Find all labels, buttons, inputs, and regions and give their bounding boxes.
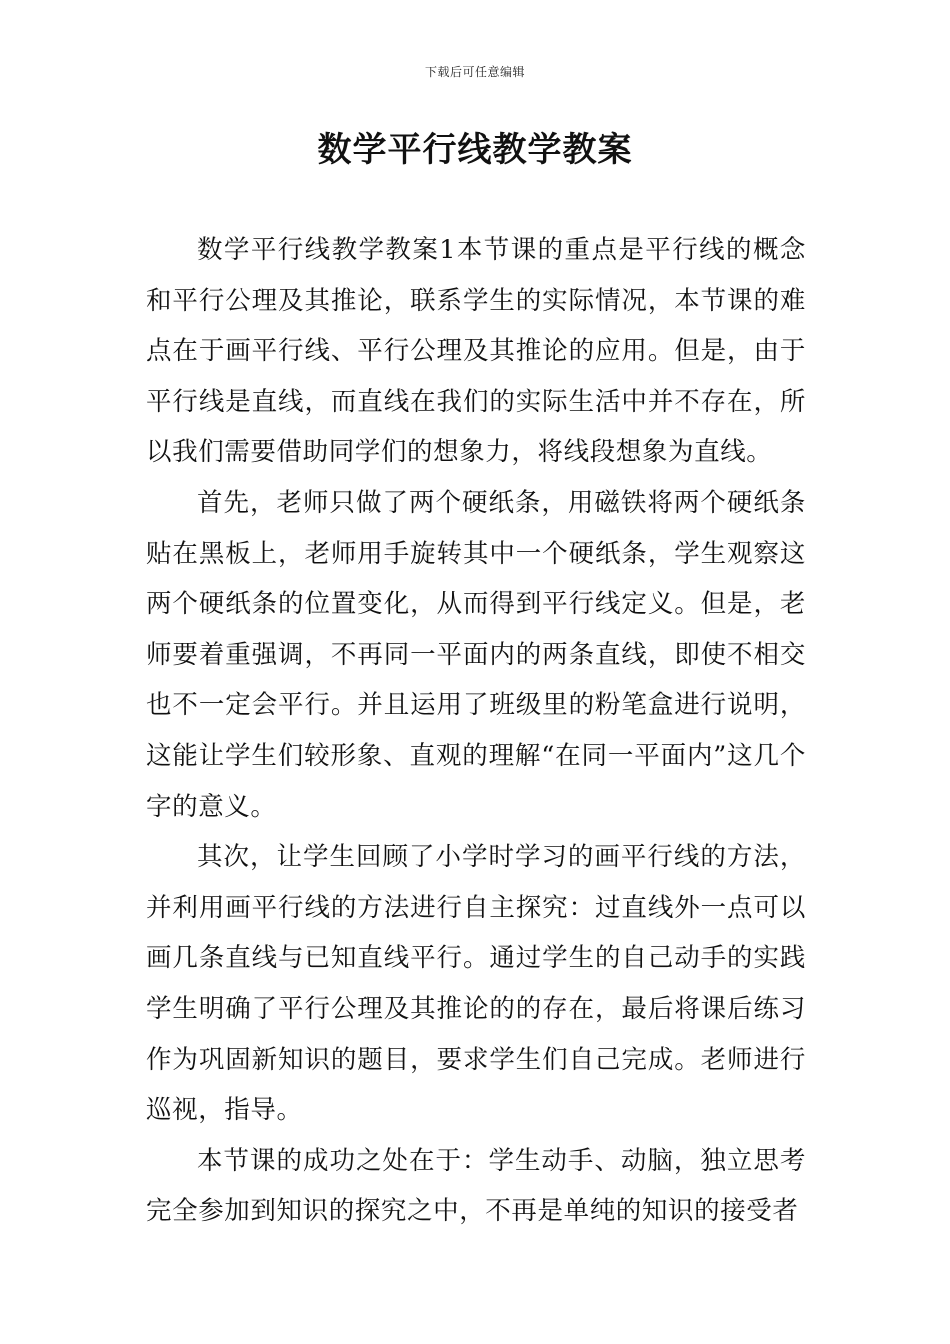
header-note: 下载后可任意编辑 (424, 65, 525, 79)
paragraph-3: 其次，让学生回顾了小学时学习的画平行线的方法，并利用画平行线的方法进行自主探究：过直线外一点可以画几条直线与已知直线平行。通过学生的自己动手的实践学生明确了平行公理及其推论的的存在，最后将课后练习作为巩固新知识的题目，要求学生们自己完成。老师进行巡视，指导。 (146, 842, 806, 1126)
document-title: 数学平行线教学教案 (317, 130, 633, 170)
paragraph-4: 本节课的成功之处在于：学生动手、动脑，独立思考完全参加到知识的探究之中，不再是单纯的知识的接受者 (146, 1145, 806, 1227)
document-body (146, 225, 806, 1237)
paragraph-2: 首先，老师只做了两个硬纸条，用磁铁将两个硬纸条贴在黑板上，老师用手旋转其中一个硬纸条，学生观察这两个硬纸条的位置变化，从而得到平行线定义。但是，老师要着重强调，不再同一平面内的两条直线，即使不相交也不一定会平行。并且运用了班级里的粉笔盒进行说明，这能让学生们较形象、直观的理解“在同一平面内”这几个字的意义。 (146, 487, 806, 822)
paragraph-1: 数学平行线教学教案1本节课的重点是平行线的概念和平行公理及其推论，联系学生的实际情况，本节课的难点在于画平行线、平行公理及其推论的应用。但是，由于平行线是直线，而直线在我们的实际生活中并不存在，所以我们需要借助同学们的想象力，将线段想象为直线。 (146, 235, 806, 468)
